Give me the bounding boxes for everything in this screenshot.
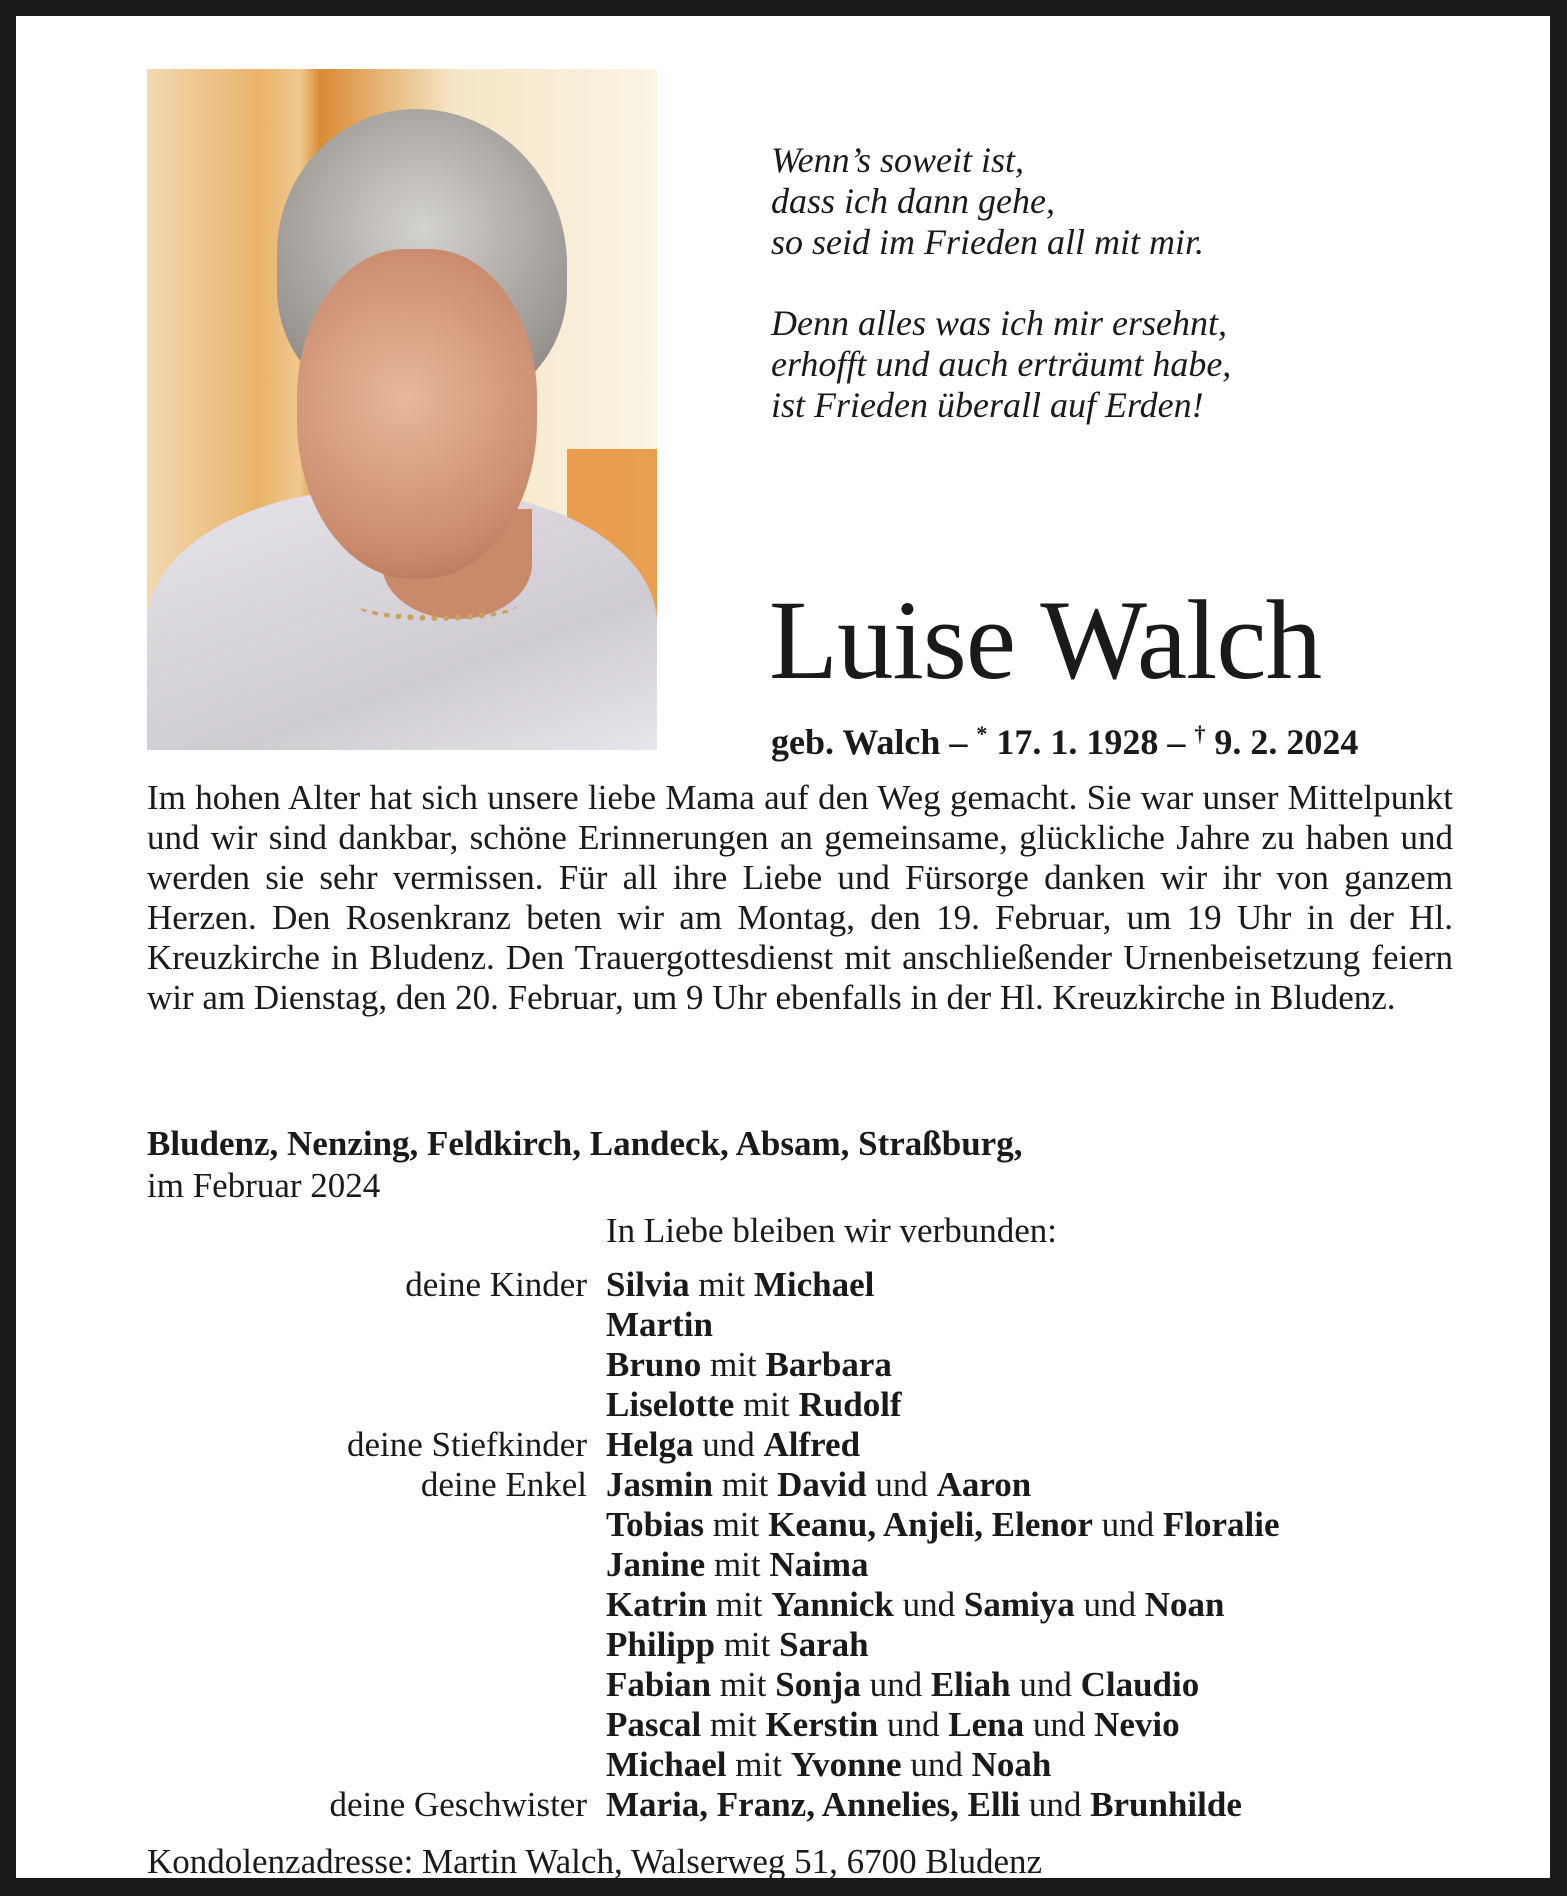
family-names bbox=[606, 1345, 892, 1385]
family-member-name: Naima bbox=[769, 1545, 869, 1584]
condolence-address: Kondolenzadresse: Martin Walch, Walserweg 51, 6700 Bludenz bbox=[147, 1842, 1043, 1881]
family-member-name: Maria, Franz, Annelies, Elli bbox=[606, 1785, 1021, 1824]
family-names bbox=[606, 1425, 860, 1465]
family-member-name: Kerstin bbox=[765, 1705, 879, 1744]
connector-word: und bbox=[893, 1585, 964, 1624]
connector-word: und bbox=[860, 1665, 931, 1704]
poem-line: Wenn’s soweit ist, bbox=[771, 140, 1025, 180]
family-names bbox=[606, 1505, 1280, 1545]
maiden-name: geb. Walch – bbox=[771, 722, 977, 762]
family-names bbox=[606, 1385, 902, 1425]
connector-word: mit bbox=[707, 1585, 772, 1624]
poem-stanza-1 bbox=[771, 140, 1231, 263]
poem-line: dass ich dann gehe, bbox=[771, 181, 1055, 221]
family-row bbox=[16, 1745, 1550, 1785]
family-row bbox=[16, 1705, 1550, 1745]
connector-word: mit bbox=[689, 1265, 754, 1304]
family-row bbox=[16, 1345, 1550, 1385]
family-member-name: Eliah bbox=[930, 1665, 1011, 1704]
relation-label: deine Kinder bbox=[405, 1265, 587, 1304]
family-member-name: Claudio bbox=[1080, 1665, 1200, 1704]
family-row bbox=[16, 1785, 1550, 1825]
connector-word: und bbox=[866, 1465, 937, 1504]
family-member-name: Martin bbox=[606, 1305, 713, 1344]
family-member-name: Pascal bbox=[606, 1705, 702, 1744]
family-member-name: Keanu, Anjeli, Elenor bbox=[768, 1505, 1093, 1544]
connector-word: und bbox=[878, 1705, 949, 1744]
life-dates bbox=[771, 721, 1358, 763]
family-row bbox=[16, 1425, 1550, 1465]
family-member-name: Yannick bbox=[771, 1585, 894, 1624]
connector-word: und bbox=[901, 1745, 972, 1784]
family-member-name: Lena bbox=[948, 1705, 1025, 1744]
poem-line: so seid im Frieden all mit mir. bbox=[771, 222, 1204, 262]
family-member-name: Tobias bbox=[606, 1505, 704, 1544]
connector-word: mit bbox=[705, 1545, 770, 1584]
family-names bbox=[606, 1545, 869, 1585]
family-member-name: Aaron bbox=[936, 1465, 1032, 1504]
family-member-name: Sonja bbox=[775, 1665, 861, 1704]
poem-line: ist Frieden überall auf Erden! bbox=[771, 385, 1204, 425]
family-member-name: Bruno bbox=[606, 1345, 702, 1384]
family-names bbox=[606, 1665, 1199, 1705]
family-member-name: Michael bbox=[753, 1265, 875, 1304]
family-names bbox=[606, 1305, 713, 1345]
places: Bludenz, Nenzing, Feldkirch, Landeck, Absam, Straßburg, bbox=[147, 1124, 1023, 1163]
family-member-name: Fabian bbox=[606, 1665, 712, 1704]
connector-word: und bbox=[1092, 1505, 1163, 1544]
family-member-name: Noan bbox=[1144, 1585, 1225, 1624]
poem-line: Denn alles was ich mir ersehnt, bbox=[771, 303, 1227, 343]
family-row bbox=[16, 1665, 1550, 1705]
connector-word: mit bbox=[714, 1625, 780, 1664]
family-member-name: Rudolf bbox=[798, 1385, 902, 1424]
family-names bbox=[606, 1265, 874, 1305]
family-row bbox=[16, 1465, 1550, 1505]
date-line: im Februar 2024 bbox=[147, 1166, 381, 1205]
death-cross-symbol: † bbox=[1194, 721, 1206, 746]
family-names bbox=[606, 1625, 869, 1665]
poem-line: erhofft und auch erträumt habe, bbox=[771, 344, 1232, 384]
family-names bbox=[606, 1745, 1051, 1785]
birth-date: 17. 1. 1928 – bbox=[987, 722, 1195, 762]
family-row bbox=[16, 1385, 1550, 1425]
family-names bbox=[606, 1465, 1031, 1505]
connector-word: mit bbox=[712, 1465, 778, 1504]
family-member-name: Sarah bbox=[779, 1625, 869, 1664]
family-member-name: Samiya bbox=[963, 1585, 1075, 1624]
family-row bbox=[16, 1265, 1550, 1305]
family-member-name: Noah bbox=[971, 1745, 1052, 1784]
connector-word: mit bbox=[701, 1345, 766, 1384]
family-names bbox=[606, 1585, 1224, 1625]
family-member-name: Silvia bbox=[606, 1265, 690, 1304]
connector-word: und bbox=[1020, 1785, 1091, 1824]
poem-stanza-2 bbox=[771, 303, 1231, 426]
connector-word: mit bbox=[734, 1385, 799, 1424]
connector-word: mit bbox=[726, 1745, 791, 1784]
connector-word: und bbox=[693, 1425, 764, 1464]
connector-word: mit bbox=[711, 1665, 776, 1704]
family-member-name: Yvonne bbox=[790, 1745, 902, 1784]
family-row bbox=[16, 1305, 1550, 1345]
connector-word: und bbox=[1024, 1705, 1095, 1744]
relation-label: deine Geschwister bbox=[329, 1785, 587, 1824]
family-member-name: Jasmin bbox=[606, 1465, 713, 1504]
family-member-name: Katrin bbox=[606, 1585, 708, 1624]
family-member-name: Janine bbox=[606, 1545, 706, 1584]
relation-label: deine Stiefkinder bbox=[346, 1425, 587, 1464]
family-member-name: Floralie bbox=[1162, 1505, 1280, 1544]
connector-word: und bbox=[1074, 1585, 1145, 1624]
birth-symbol: * bbox=[976, 721, 988, 746]
family-member-name: Nevio bbox=[1094, 1705, 1180, 1744]
death-date: 9. 2. 2024 bbox=[1205, 722, 1359, 762]
family-member-name: Helga bbox=[606, 1425, 694, 1464]
family-member-name: Michael bbox=[606, 1745, 727, 1784]
obituary-page bbox=[16, 16, 1550, 1881]
deceased-name: Luise Walch bbox=[769, 578, 1322, 703]
family-member-name: Alfred bbox=[763, 1425, 861, 1464]
family-row bbox=[16, 1585, 1550, 1625]
family-row bbox=[16, 1545, 1550, 1585]
family-member-name: Philipp bbox=[606, 1625, 715, 1664]
family-member-name: David bbox=[777, 1465, 867, 1504]
family-member-name: Brunhilde bbox=[1090, 1785, 1242, 1824]
family-names bbox=[606, 1705, 1180, 1745]
relation-label: deine Enkel bbox=[420, 1465, 587, 1504]
family-member-name: Barbara bbox=[765, 1345, 892, 1384]
connector-word: mit bbox=[701, 1705, 766, 1744]
family-member-name: Liselotte bbox=[606, 1385, 735, 1424]
family-row bbox=[16, 1505, 1550, 1545]
portrait-photo bbox=[147, 69, 657, 750]
family-names bbox=[606, 1785, 1242, 1825]
bond-line: In Liebe bleiben wir verbunden: bbox=[606, 1211, 1057, 1250]
connector-word: mit bbox=[703, 1505, 769, 1544]
poem bbox=[771, 140, 1231, 466]
family-row bbox=[16, 1625, 1550, 1665]
connector-word: und bbox=[1010, 1665, 1081, 1704]
family-list bbox=[16, 1265, 1550, 1825]
obituary-text: Im hohen Alter hat sich unsere liebe Mama auf den Weg gemacht. Sie war unser Mittelpunkt und wir sind dankbar, schöne Erinnerungen an gemeinsame, glückliche Jahre zu haben und werden sie sehr vermissen. Für all ihre Liebe und Fürsorge danken wir ihr von ganzem Herzen. Den Rosenkranz beten wir am Montag, den 19. Februar, um 19 Uhr in der Hl. Kreuzkirche in Bludenz. Den Trauergottesdienst mit anschließender Urnenbeisetzung feiern wir am Dienstag, den 20. Februar, um 9 Uhr ebenfalls in der Hl. Kreuzkirche in Bludenz. bbox=[147, 778, 1453, 1017]
